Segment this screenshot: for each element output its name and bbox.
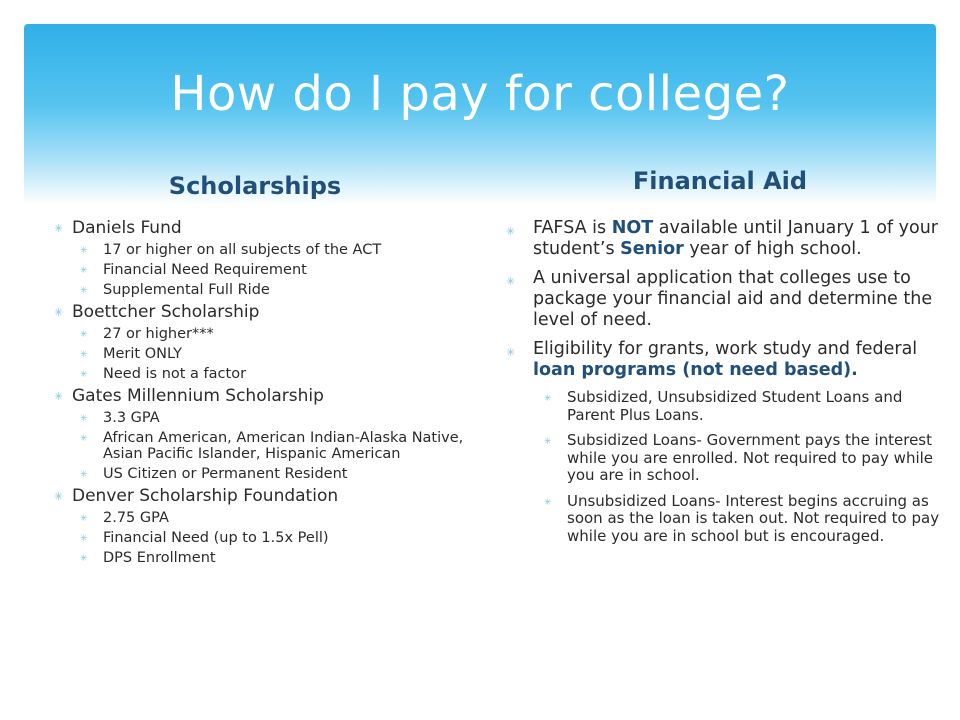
scholarships-heading: Scholarships xyxy=(168,172,342,200)
sub-list-item: ✳ Need is not a factor xyxy=(54,366,474,382)
sub-list-item: ✳ Financial Need Requirement xyxy=(54,262,474,278)
list-item: ✳ Denver Scholarship Foundation xyxy=(54,486,474,506)
sub-list-item: ✳ Subsidized, Unsubsidized Student Loans and Parent Plus Loans. xyxy=(504,389,944,424)
sub-list-item: ✳ 3.3 GPA xyxy=(54,410,474,426)
sub-list-item: ✳ US Citizen or Permanent Resident xyxy=(54,466,474,482)
fafsa-text-a: FAFSA is xyxy=(533,218,612,238)
page-title: How do I pay for college? xyxy=(170,66,790,122)
list-item: ✳ Daniels Fund xyxy=(54,218,474,238)
sub-list-item: ✳ 27 or higher*** xyxy=(54,326,474,342)
eligibility-text: Eligibility for grants, work study and federal xyxy=(533,339,918,359)
fafsa-not: NOT xyxy=(611,218,654,238)
sub-list-item: ✳ Financial Need (up to 1.5x Pell) xyxy=(54,530,474,546)
fafsa-senior: Senior xyxy=(620,239,684,259)
fafsa-text-c: available until January 1 of your student’s xyxy=(533,218,938,259)
list-item: ✳ A universal application that colleges use to package your financial aid and determine the level of need. xyxy=(504,268,944,331)
fafsa-text-e: year of high school. xyxy=(683,239,862,259)
sub-list-item: ✳ Unsubsidized Loans- Interest begins accruing as soon as the loan is taken out. Not required to pay while you are in school but is encouraged. xyxy=(504,493,944,546)
sub-list-item: ✳ Merit ONLY xyxy=(54,346,474,362)
sub-list-item: ✳ Supplemental Full Ride xyxy=(54,282,474,298)
list-item: ✳ Gates Millennium Scholarship xyxy=(54,386,474,406)
list-item xyxy=(504,218,944,260)
sub-list-item: ✳ Subsidized Loans- Government pays the interest while you are enrolled. Not required to pay while you are in school. xyxy=(504,432,944,485)
scholarships-list xyxy=(54,218,474,570)
list-item: ✳ Boettcher Scholarship xyxy=(54,302,474,322)
financial-aid-heading: Financial Aid xyxy=(632,167,808,195)
sub-list-item: ✳ DPS Enrollment xyxy=(54,550,474,566)
sub-list-item: ✳ African American, American Indian-Alaska Native, Asian Pacific Islander, Hispanic American xyxy=(54,430,474,462)
financial-aid-list xyxy=(504,218,944,553)
sub-list-item: ✳ 2.75 GPA xyxy=(54,510,474,526)
loan-programs: loan programs (not need based). xyxy=(533,360,858,380)
sub-list-item: ✳ 17 or higher on all subjects of the ACT xyxy=(54,242,474,258)
list-item xyxy=(504,339,944,381)
